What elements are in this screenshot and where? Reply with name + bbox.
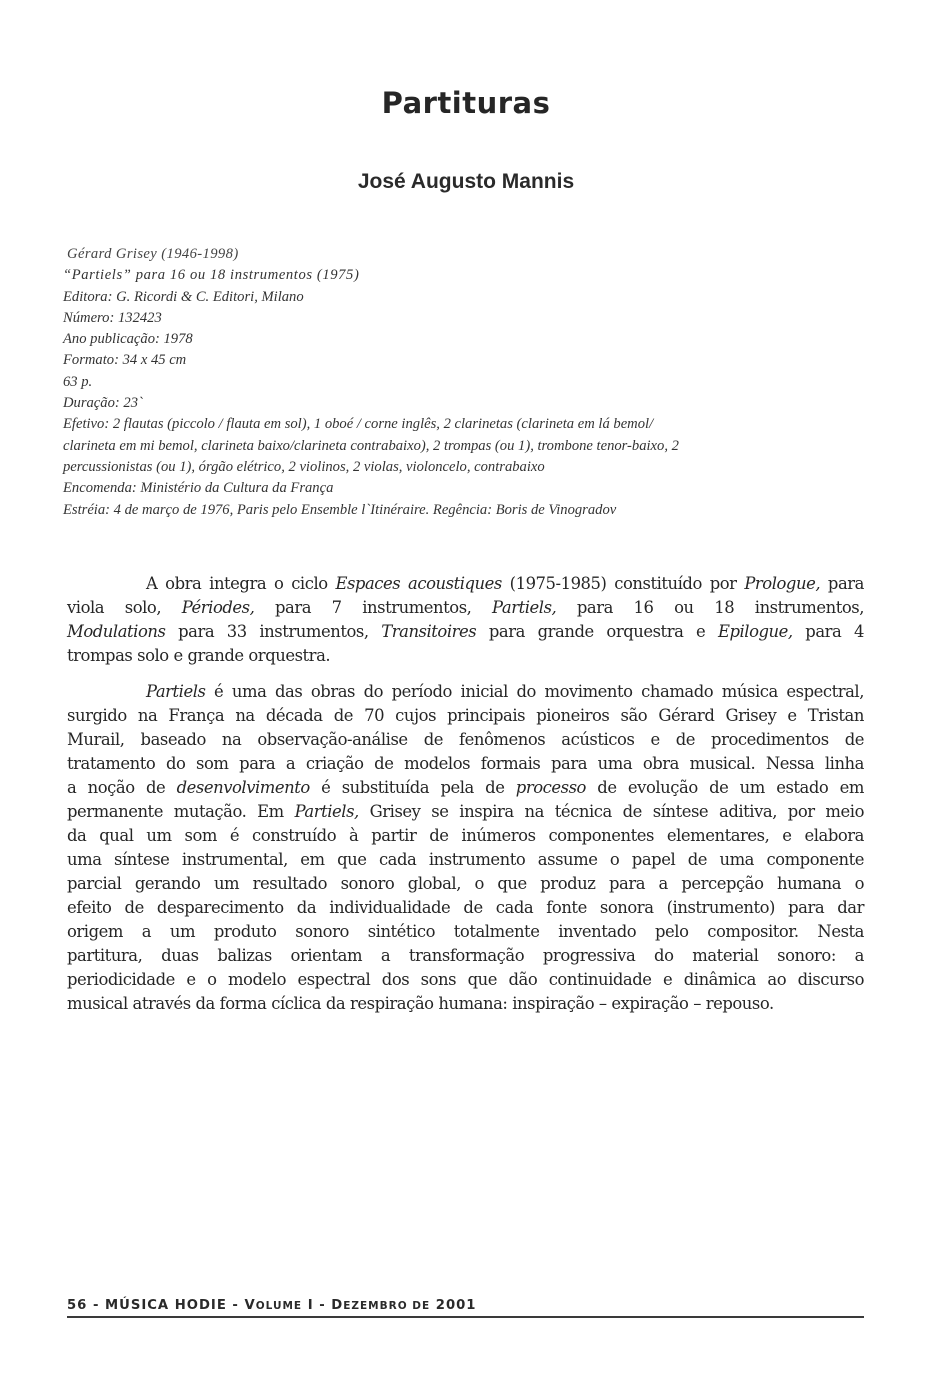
text-line: Partiels é uma das obras do período inicial do movimento chamado música espectral, (146, 682, 864, 701)
text-line: tratamento do som para a criação de modelos formais para uma obra musical. Nessa linha (67, 754, 864, 773)
page-footer: 56 - MÚSICA HODIE - VOLUME I - DEZEMBRO DE 2001 (67, 1298, 477, 1313)
premiere: Estréia: 4 de março de 1976, Paris pelo Ensemble l`Itinéraire. Regência: Boris de Vinogradov (63, 501, 617, 518)
instrumentation-line: percussionistas (ou 1), órgão elétrico, 2 violinos, 2 violas, violoncelo, contrabaixo (63, 458, 545, 475)
page-count: 63 p. (63, 373, 93, 390)
text-line: parcial gerando um resultado sonoro global, o que produz para a percepção humana o (67, 874, 864, 893)
text-line: efeito de desparecimento da individualidade de cada fonte sonora (instrumento) para dar (67, 898, 864, 917)
footer-divider (67, 1316, 864, 1318)
text-line: partitura, duas balizas orientam a transformação progressiva do material sonoro: a (67, 946, 864, 965)
volume: VOLUME I (244, 1298, 314, 1313)
publication-year: Ano publicação: 1978 (63, 331, 193, 348)
text-line: uma síntese instrumental, em que cada instrumento assume o papel de uma componente (67, 850, 864, 869)
instrumentation-line: clarineta em mi bemol, clarineta baixo/clarineta contrabaixo), 2 trompas (ou 1), trombone tenor-baixo, 2 (63, 437, 679, 454)
duration: Duração: 23` (63, 395, 143, 412)
paragraph-1 (67, 572, 864, 668)
text-line: musical através da forma cíclica da respiração humana: inspiração – expiração – repouso. (67, 994, 774, 1013)
paragraph-2 (67, 680, 864, 1016)
issue-date: DEZEMBRO DE 2001 (331, 1298, 477, 1313)
format: Formato: 34 x 45 cm (63, 352, 187, 369)
catalog-number: Número: 132423 (63, 309, 162, 326)
page-title: Partituras (381, 86, 551, 120)
text-line: origem a um produto sonoro sintético totalmente inventado pelo compositor. Nesta (67, 922, 864, 941)
text-line: surgido na França na década de 70 cujos principais pioneiros são Gérard Grisey e Tristan (67, 706, 864, 725)
text-line: Murail, baseado na observação-análise de fenômenos acústicos e de procedimentos de (67, 730, 864, 749)
text-line: permanente mutação. Em Partiels, Grisey se inspira na técnica de síntese aditiva, por meio (67, 802, 864, 821)
composer: Gérard Grisey (1946-1998) (67, 246, 239, 262)
text-line: a noção de desenvolvimento é substituída pela de processo de evolução de um estado em (67, 778, 864, 797)
instrumentation-line: Efetivo: 2 flautas (piccolo / flauta em sol), 1 oboé / corne inglês, 2 clarinetas (clarineta em lá bemol/ (63, 416, 654, 433)
commission: Encomenda: Ministério da Cultura da França (63, 480, 334, 497)
text-line: da qual um som é construído à partir de inúmeros componentes elementares, e elabora (67, 826, 864, 845)
text-line: viola solo, Périodes, para 7 instrumentos, Partiels, para 16 ou 18 instrumentos, (67, 598, 864, 617)
journal-name: MÚSICA HODIE (105, 1298, 227, 1313)
text-line: periodicidade e o modelo espectral dos sons que dão continuidade e dinâmica ao discurso (67, 970, 864, 989)
score-info-block (63, 244, 883, 521)
page-number: 56 (67, 1298, 88, 1313)
text-line: A obra integra o ciclo Espaces acoustiques (1975-1985) constituído por Prologue, para (146, 574, 864, 593)
text-line: trompas solo e grande orquestra. (67, 646, 331, 665)
work-title: “Partiels” para 16 ou 18 instrumentos (1975) (63, 267, 360, 284)
author-name: José Augusto Mannis (357, 170, 575, 193)
publisher: Editora: G. Ricordi & C. Editori, Milano (63, 288, 304, 305)
text-line: Modulations para 33 instrumentos, Transitoires para grande orquestra e Epilogue, para 4 (67, 622, 864, 641)
